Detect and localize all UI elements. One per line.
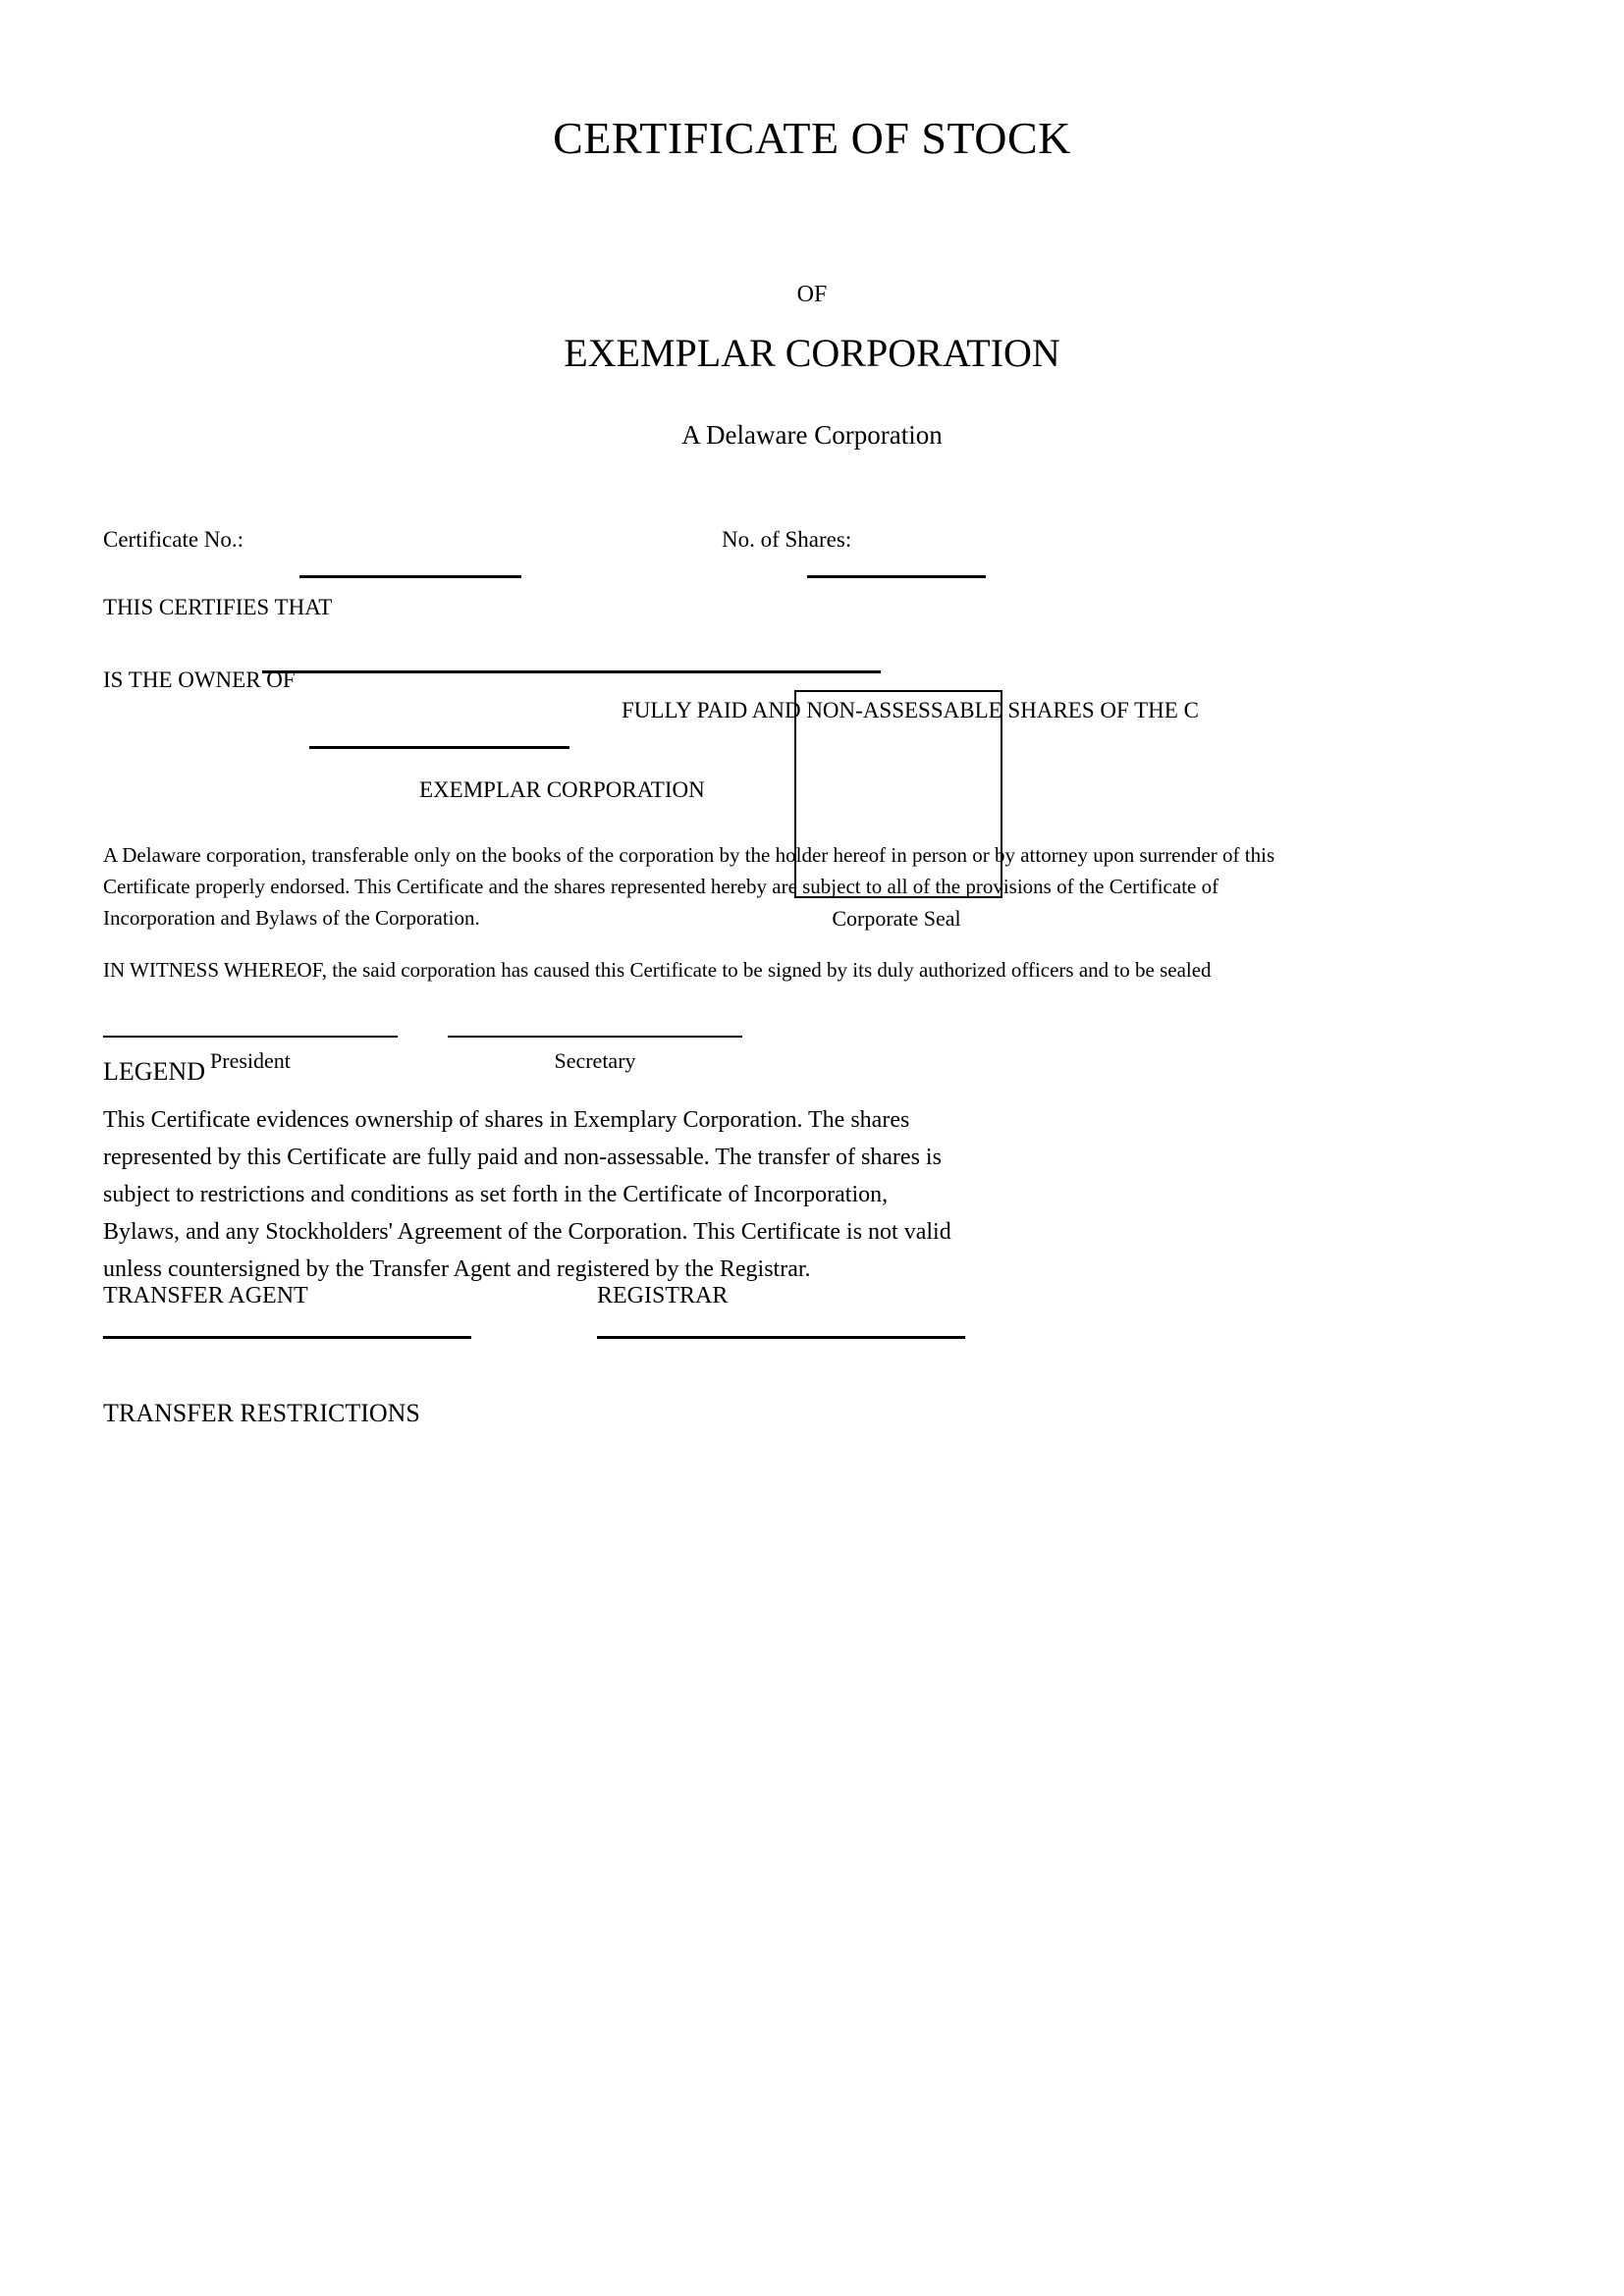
body-paragraph: A Delaware corporation, transferable only on the books of the corporation by the holder hereof in person or by attorney upon surrender of this Certificate properly endorsed. This Certificate and the shares represented hereby are subject to all of the provisions of the Certificate of Incorporation and Bylaws of the Corporation. [103,843,1280,930]
corporation-name: EXEMPLAR CORPORATION [564,331,1060,375]
this-certifies-that-label: THIS CERTIFIES THAT [103,595,333,619]
corporate-seal-box [794,690,1002,898]
transfer-agent-label: TRANSFER AGENT [103,1283,308,1308]
certificate-no-field[interactable] [299,575,521,578]
owner-name-field[interactable] [262,670,881,673]
corporate-seal-label: Corporate Seal [832,906,961,931]
president-label: President [210,1048,291,1073]
president-signature-field[interactable] [103,1036,398,1038]
transfer-restrictions-heading: TRANSFER RESTRICTIONS [103,1399,420,1427]
registrar-label: REGISTRAR [597,1283,729,1308]
transfer-agent-field[interactable] [103,1336,471,1339]
fully-paid-label: FULLY PAID AND NON-ASSESSABLE SHARES OF THE C [622,698,1199,722]
legend-text: This Certificate evidences ownership of shares in Exemplary Corporation. The shares represented by this Certificate are fully paid and non-assessable. The transfer of shares is subject to restrictions and conditions as set forth in the Certificate of Incorporation, Bylaws, and any Stockholders' Agreement of the Corporation. This Certificate is not valid unless countersigned by the Transfer Agent and registered by the Registrar. [103,1107,951,1282]
certificate-no-label: Certificate No.: [103,527,244,552]
corporation-name-repeat: EXEMPLAR CORPORATION [419,777,705,802]
corporation-state: A Delaware Corporation [681,420,943,450]
secretary-signature-field[interactable] [448,1036,742,1038]
share-amount-field[interactable] [309,746,569,749]
of-label: OF [796,282,828,307]
registrar-field[interactable] [597,1336,965,1339]
in-witness-whereof-line: IN WITNESS WHEREOF, the said corporation has caused this Certificate to be signed by its duly authorized officers and to be sealed [103,958,1212,982]
secretary-label: Secretary [554,1048,636,1073]
page-title: CERTIFICATE OF STOCK [553,113,1071,163]
number-of-shares-field[interactable] [807,575,986,578]
is-the-owner-of-label: IS THE OWNER OF [103,667,296,692]
legend-heading: LEGEND [103,1057,205,1086]
number-of-shares-label: No. of Shares: [722,527,852,552]
